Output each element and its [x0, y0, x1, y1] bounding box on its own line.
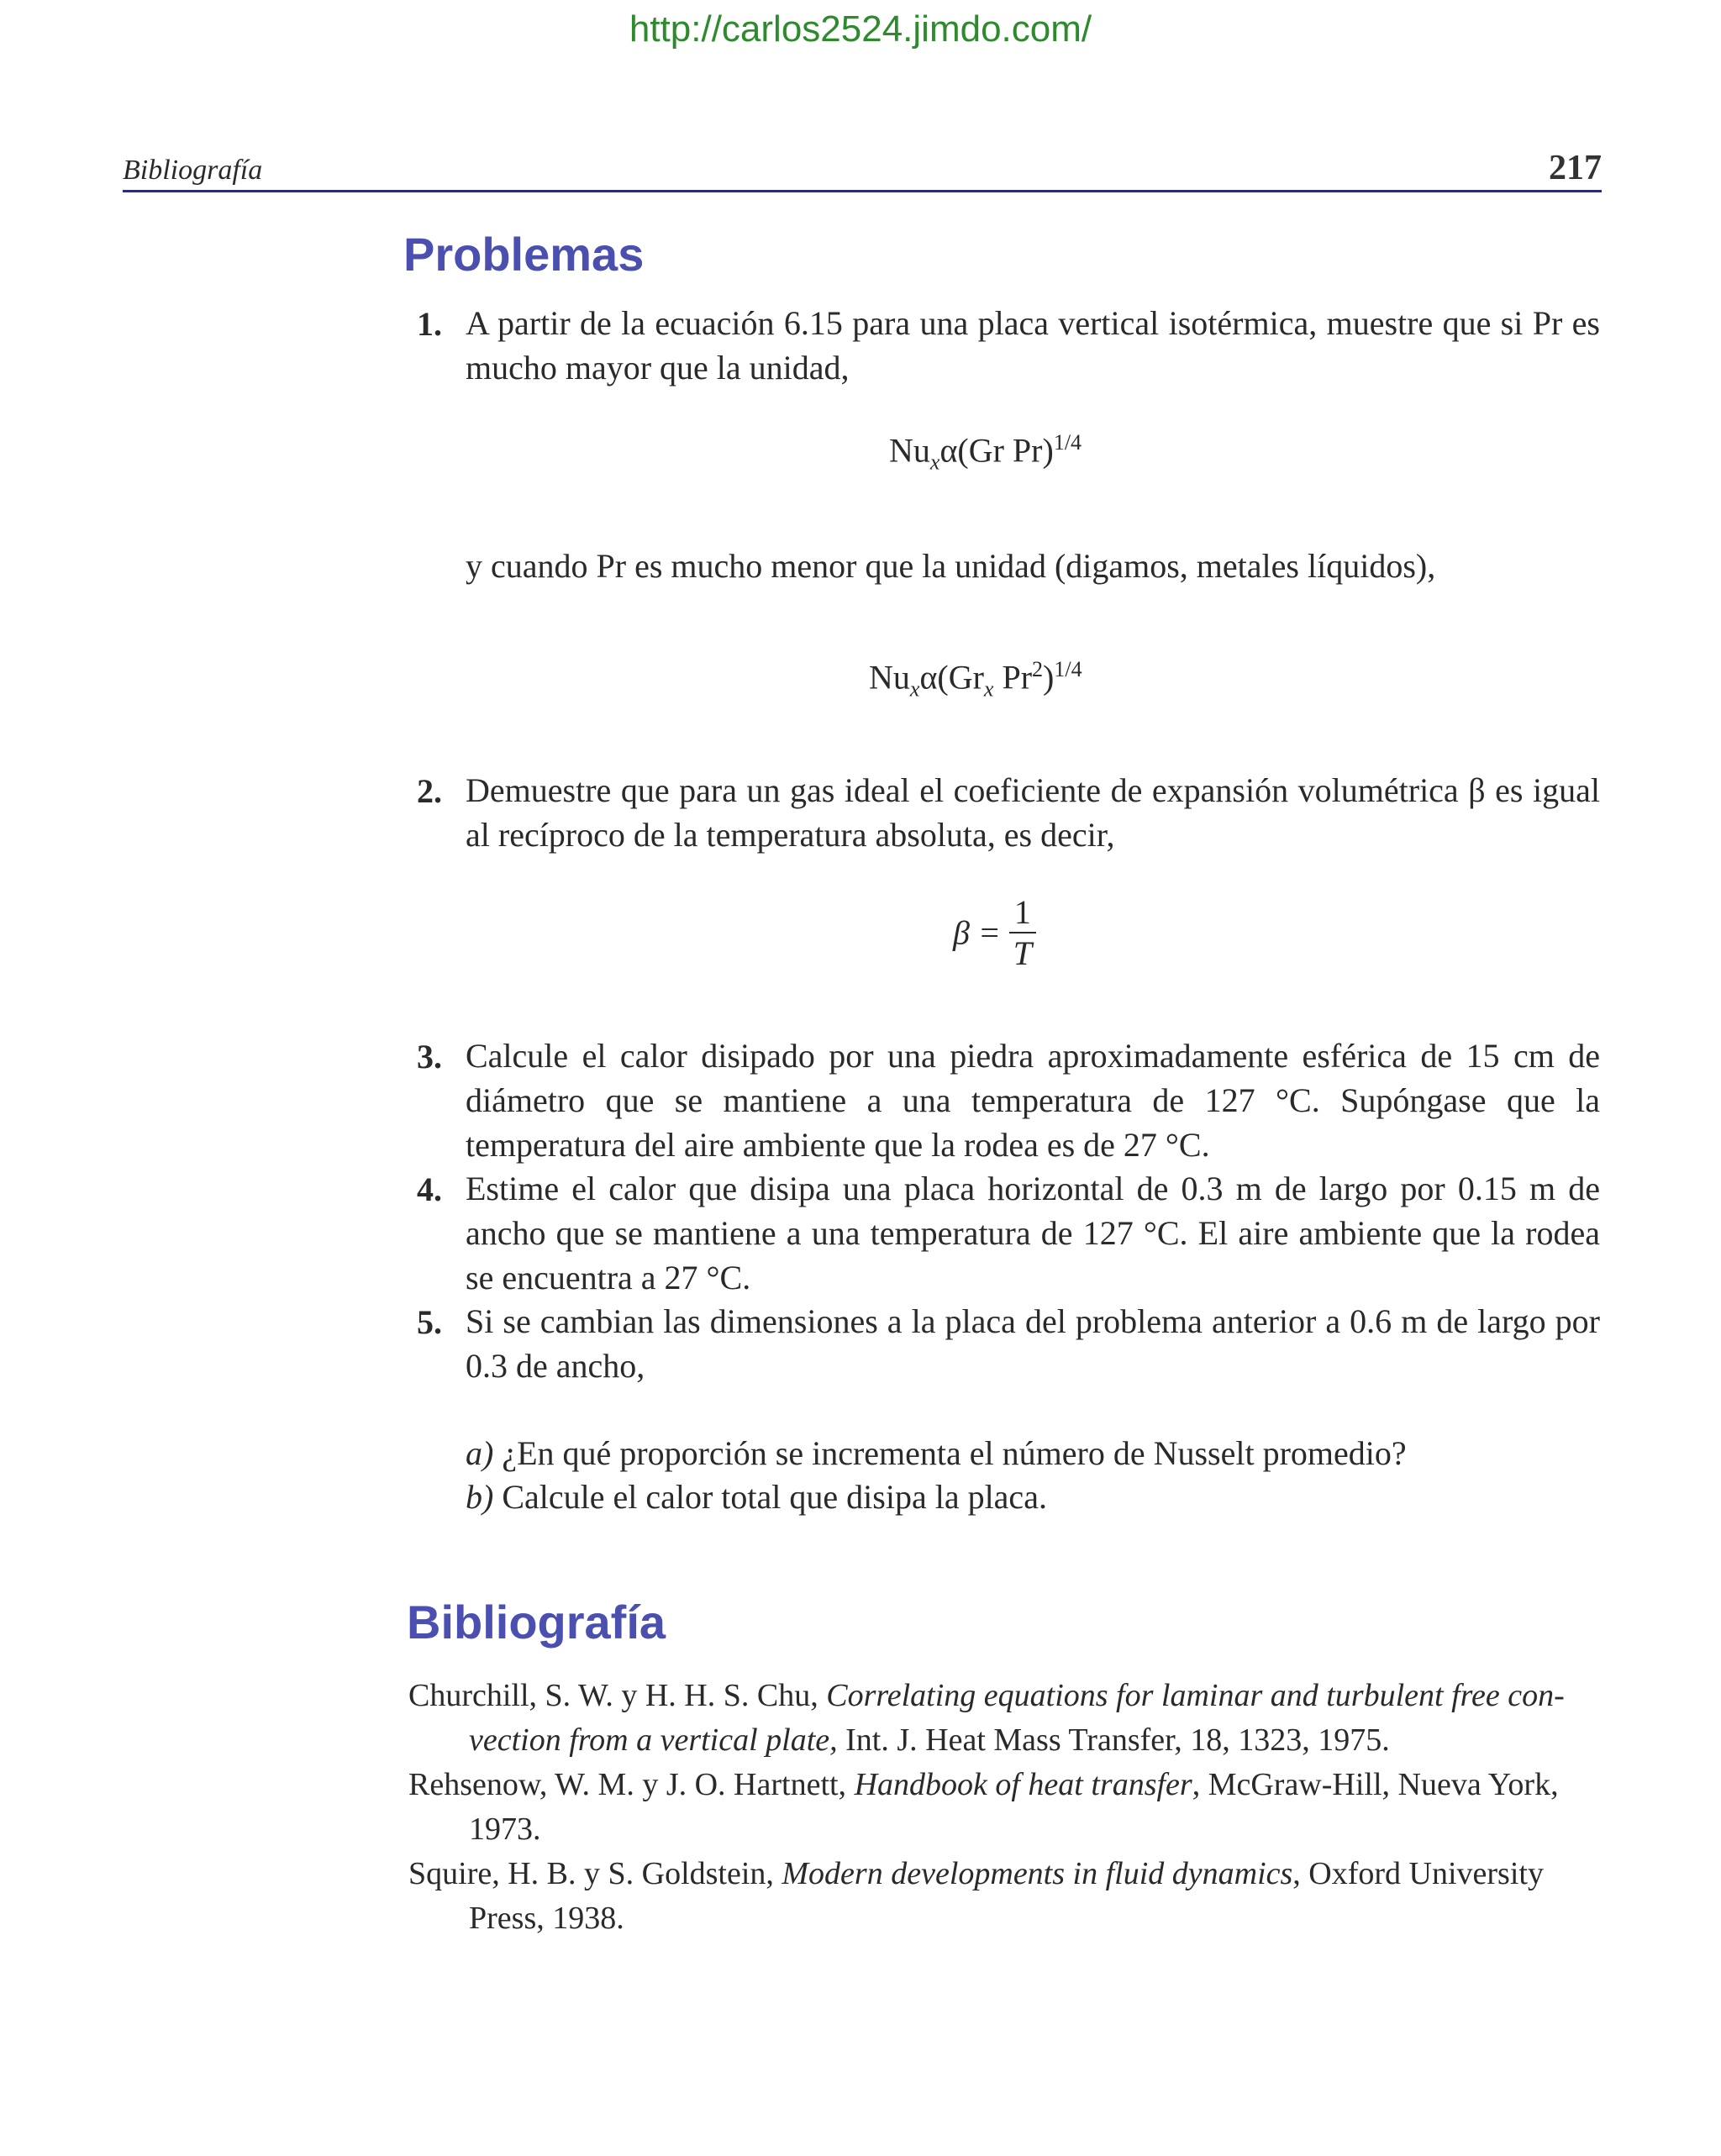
reference-1: Churchill, S. W. y H. H. S. Chu, Correlating equations for laminar and turbulent free con- vection from a vertical plate, Int. J. Heat Mass Transfer, 18, 1323, 1975.: [408, 1678, 1565, 1758]
bibliography-heading: Bibliografía: [407, 1596, 666, 1649]
equation-1: $Nu_x\alpha(Gr$ Pr)$^{1/4}$: [889, 430, 1082, 475]
problem-5-text: Si se cambian las dimensiones a la placa del problema anterior a 0.6 m de largo por 0.3 de ancho,: [466, 1302, 1600, 1385]
problem-5-number: 5.: [417, 1303, 442, 1341]
header-section-label: Bibliografía: [123, 155, 263, 186]
equation-2: $Nu_x\alpha(Gr_x$ Pr$^2$)$^{1/4}$: [869, 657, 1082, 702]
problem-1-number: 1.: [417, 305, 442, 343]
problem-2-number: 2.: [417, 772, 442, 810]
problem-1-text-2: y cuando Pr es mucho menor que la unidad (digamos, metales líquidos),: [466, 547, 1436, 585]
equation-3: β = $\frac{1}{T}$: [953, 892, 1036, 973]
reference-2: Rehsenow, W. M. y J. O. Hartnett, Handbook of heat transfer, McGraw-Hill, Nueva York, 1973.: [408, 1767, 1559, 1847]
problem-1-text: A partir de la ecuación 6.15 para una placa vertical isotérmica, muestre que si Pr es mucho mayor que la unidad,: [466, 304, 1600, 387]
problem-3-number: 3.: [417, 1038, 442, 1075]
problem-4-text: Estime el calor que disipa una placa horizontal de 0.3 m de largo por 0.15 m de ancho que se mantiene a una temperatura de 127 °C. El aire ambiente que la rodea se encuentra a 27 °C.: [466, 1170, 1600, 1296]
problem-2-text: Demuestre que para un gas ideal el coeficiente de expansión volumétrica β es igual al recíproco de la temperatura absoluta, es decir,: [466, 771, 1600, 854]
reference-3: Squire, H. B. y S. Goldstein, Modern developments in fluid dynamics, Oxford University Press, 1938.: [408, 1856, 1544, 1936]
page-number: 217: [1549, 149, 1602, 187]
source-url[interactable]: http://carlos2524.jimdo.com/: [629, 8, 1092, 50]
problem-3-text: Calcule el calor disipado por una piedra aproximadamente esférica de 15 cm de diámetro que se mantiene a una temperatura de 127 °C. Supóngase que la temperatura del aire ambiente que la rodea es de 27 °C.: [466, 1037, 1600, 1164]
problem-5-part-b: b) Calcule el calor total que disipa la placa.: [466, 1478, 1047, 1516]
problem-4-number: 4.: [417, 1170, 442, 1208]
running-header: [123, 151, 1602, 192]
problem-5-part-a: a) ¿En qué proporción se incrementa el número de Nusselt promedio?: [466, 1434, 1407, 1472]
problems-heading: Problemas: [403, 228, 645, 281]
